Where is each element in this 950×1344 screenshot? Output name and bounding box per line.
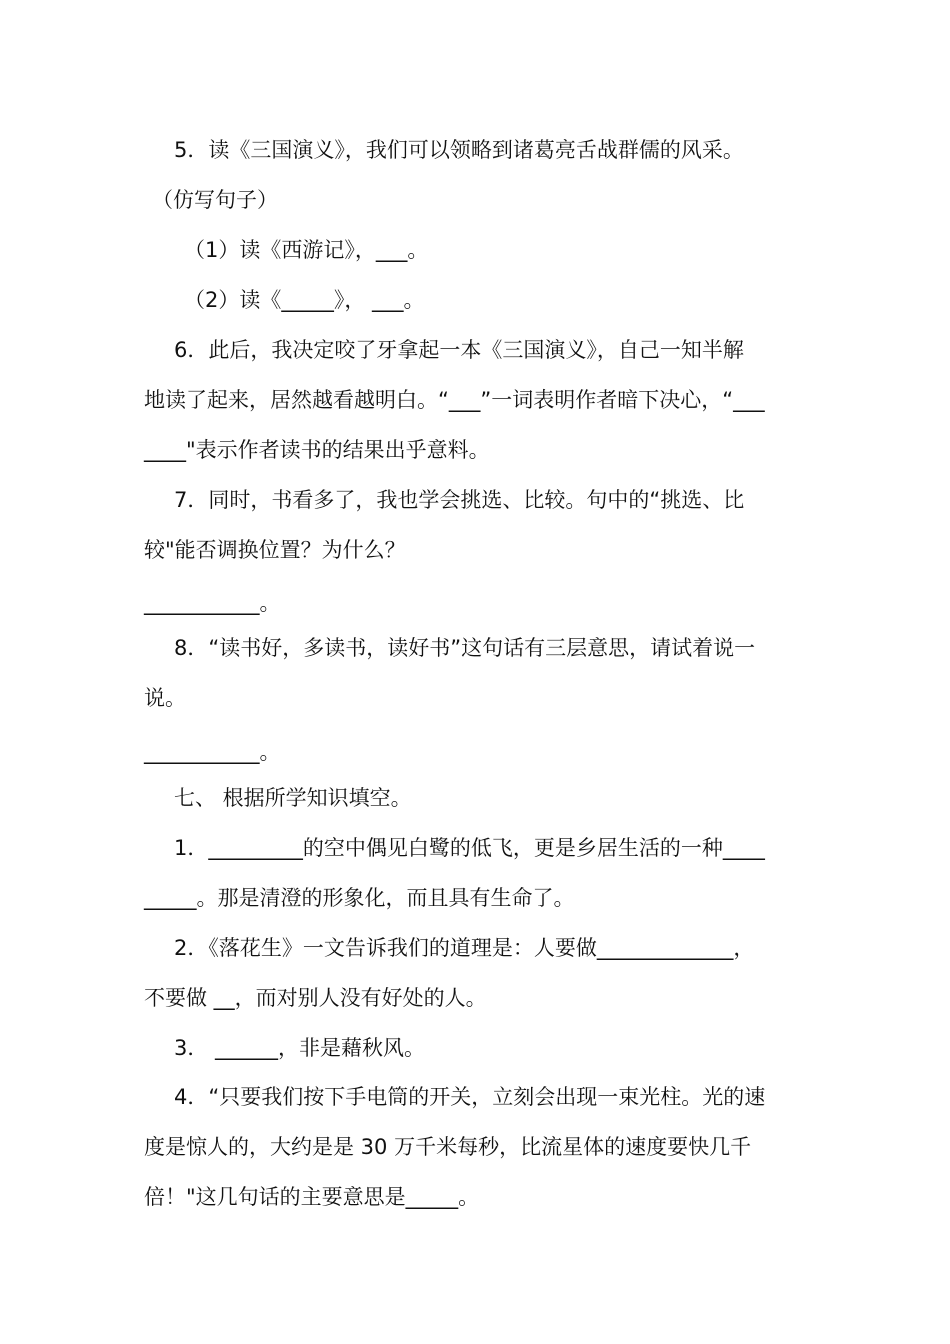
question-5-item-1: （1）读《西游记》，___。 bbox=[184, 238, 429, 262]
question-5-text: 5．读《三国演义》，我们可以领略到诸葛亮舌战群儒的风采。 bbox=[174, 138, 744, 162]
fill-1-line-2: _____。那是清澄的形象化，而且具有生命了。 bbox=[144, 886, 575, 910]
fill-4-line-3: 倍！"这几句话的主要意思是_____。 bbox=[144, 1185, 480, 1209]
question-6-line-1: 6．此后，我决定咬了牙拿起一本《三国演义》，自己一知半解 bbox=[174, 338, 744, 362]
fill-2-line-1: 2．《落花生》一文告诉我们的道理是：人要做_____________， bbox=[174, 936, 755, 960]
question-5-item-2: （2）读《_____》， ___。 bbox=[184, 288, 425, 312]
fill-1-line-1: 1．_________的空中偶见白鹭的低飞，更是乡居生活的一种____ bbox=[174, 836, 765, 860]
question-6-line-3: ____"表示作者读书的结果出乎意料。 bbox=[144, 438, 490, 462]
question-6-line-2: 地读了起来，居然越看越明白。“___”一词表明作者暗下决心，“___ bbox=[144, 388, 765, 412]
fill-4-line-2: 度是惊人的，大约是是 30 万千米每秒，比流星体的速度要快几千 bbox=[144, 1135, 752, 1159]
fill-4-line-1: 4．“只要我们按下手电筒的开关，立刻会出现一束光柱。光的速 bbox=[174, 1085, 766, 1109]
question-8-line-2: 说。 bbox=[144, 686, 186, 710]
question-8-answer-blank: ___________。 bbox=[144, 740, 281, 764]
question-7-answer-blank: ___________。 bbox=[144, 591, 281, 615]
question-8-line-1: 8．“读书好，多读书，读好书”这句话有三层意思，请试着说一 bbox=[174, 636, 756, 660]
fill-2-line-2: 不要做 __，而对别人没有好处的人。 bbox=[144, 986, 487, 1010]
question-5-instruction: （仿写句子） bbox=[152, 188, 278, 212]
question-7-line-2: 较"能否调换位置？为什么？ bbox=[144, 538, 406, 562]
question-7-line-1: 7．同时，书看多了，我也学会挑选、比较。句中的“挑选、比 bbox=[174, 488, 745, 512]
section-7-heading: 七、 根据所学知识填空。 bbox=[174, 786, 412, 810]
fill-3-text: 3． ______，非是藉秋风。 bbox=[174, 1036, 426, 1060]
